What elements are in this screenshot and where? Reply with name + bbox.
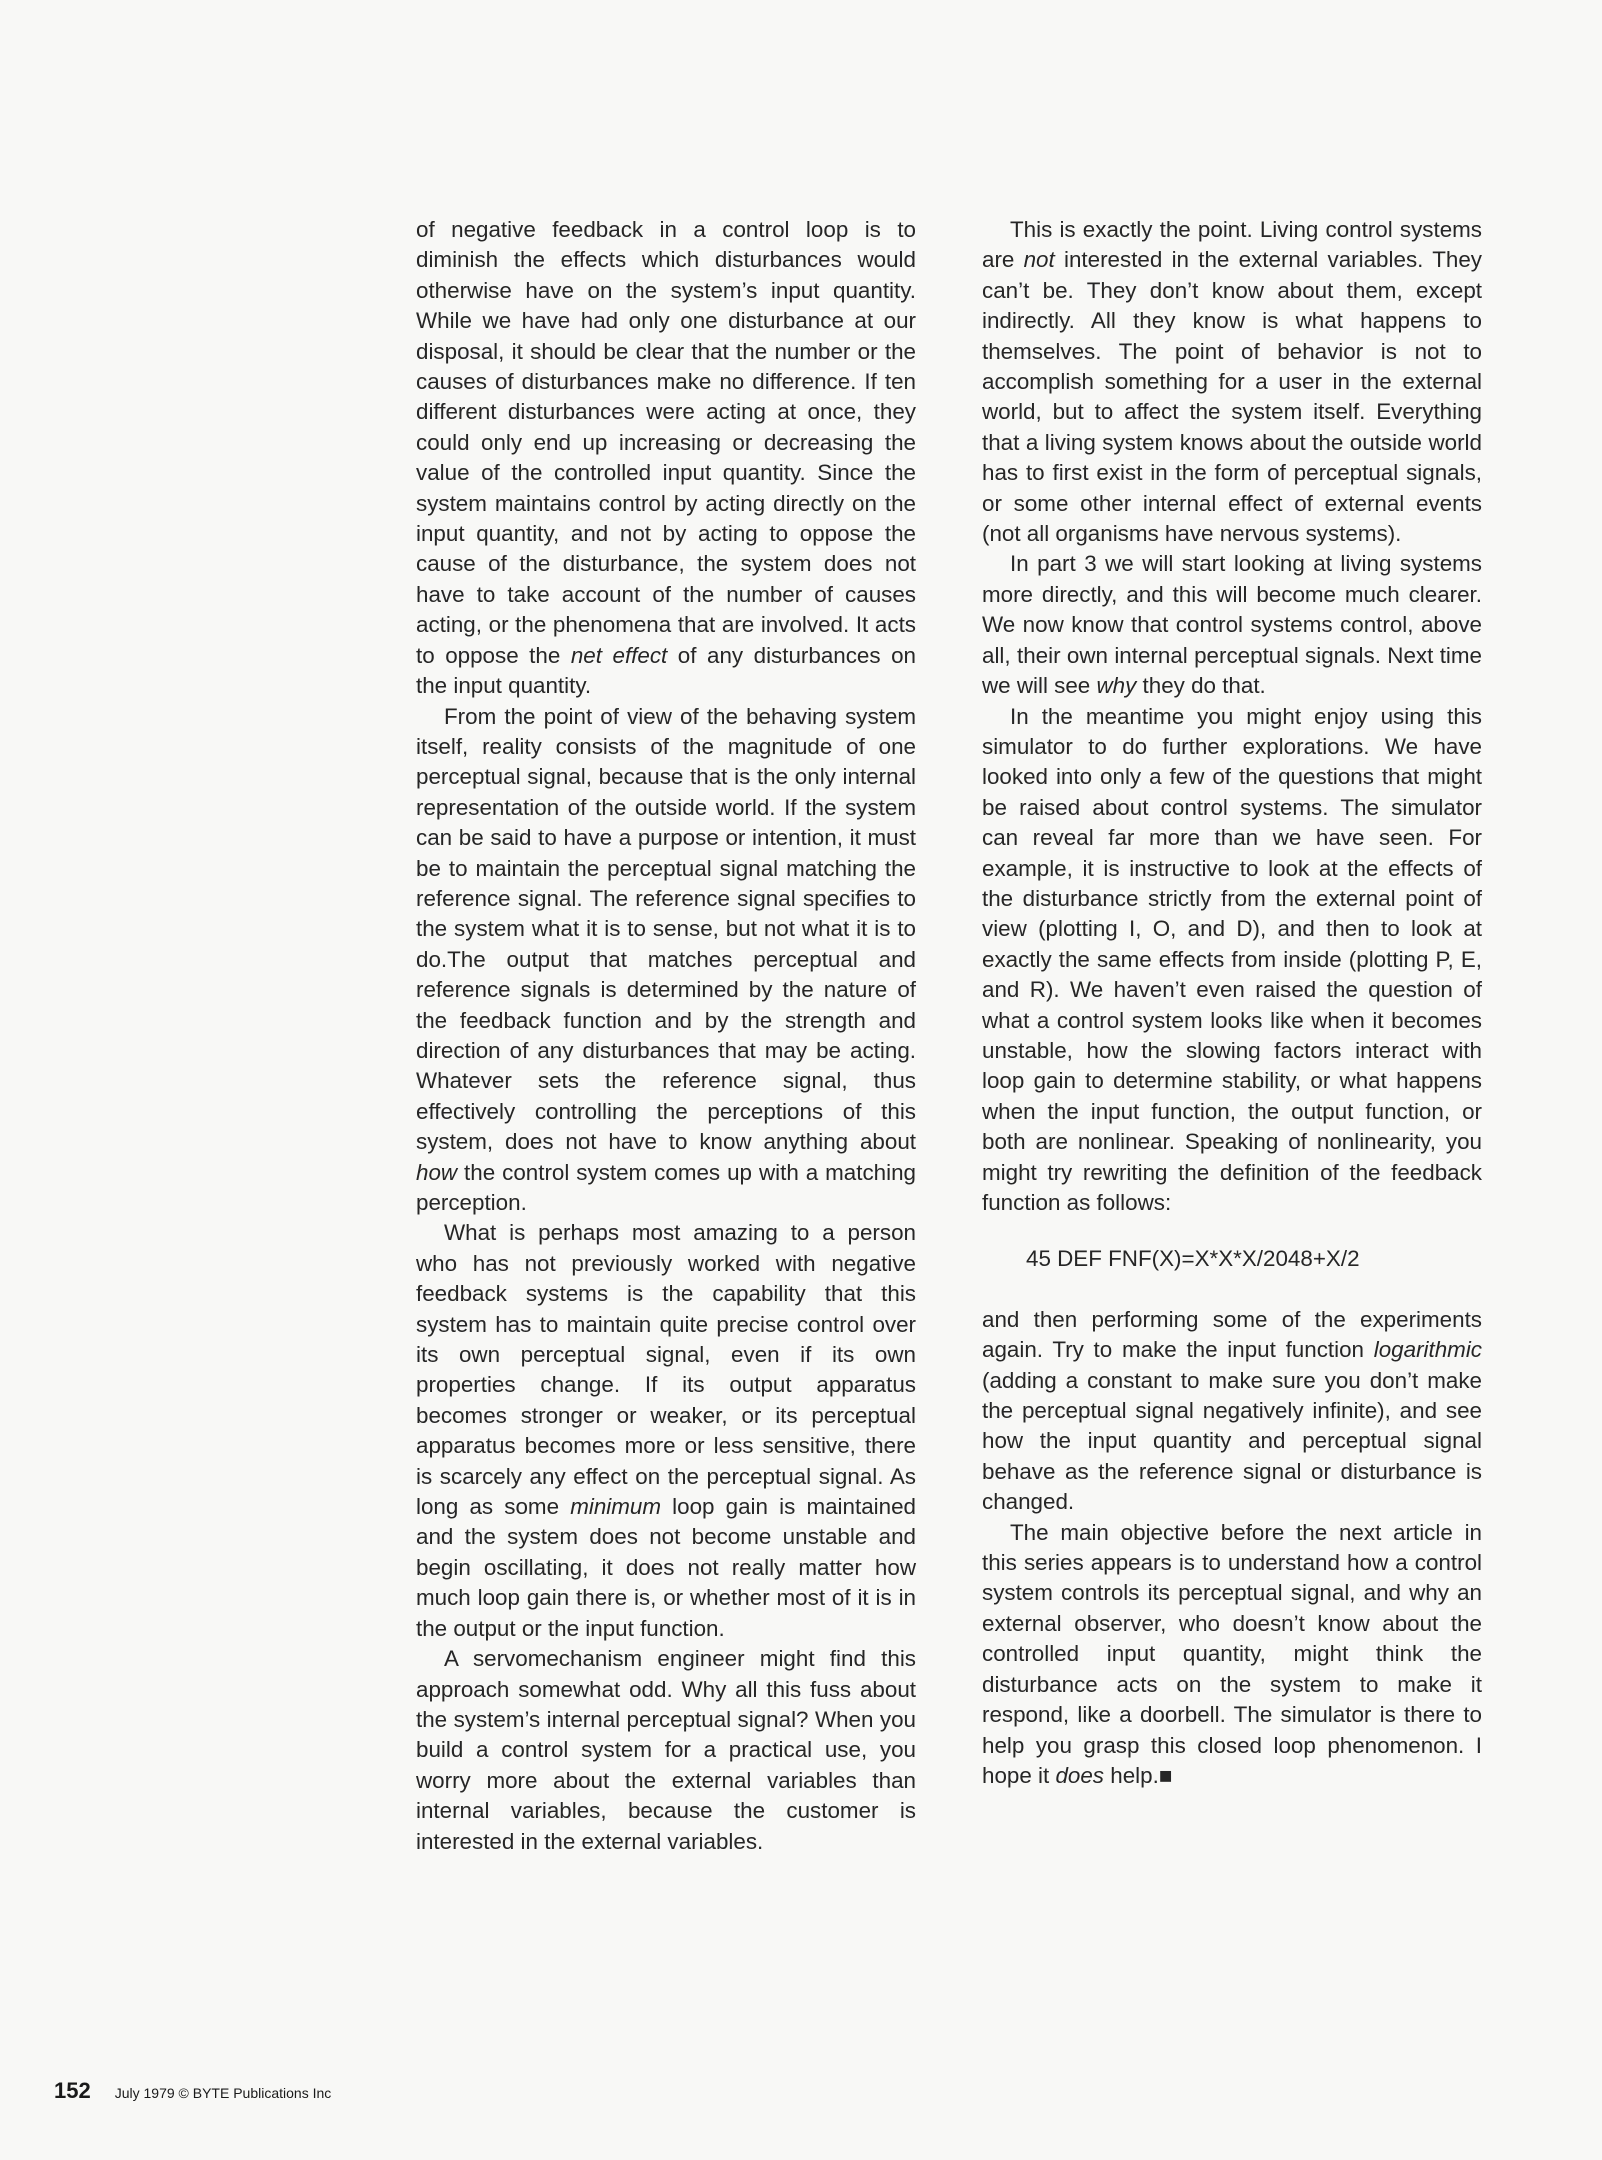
paragraph: In part 3 we will start looking at living systems more directly, and this will become much clearer. We now know that control systems control, above all, their own internal perceptual signals. Next time we will see why they do that. xyxy=(982,551,1482,699)
footer-credit: July 1979 © BYTE Publications Inc xyxy=(114,2085,332,2101)
paragraph: In the meantime you might enjoy using this simulator to do further explorations. We have looked into only a few of the questions that might be raised about control systems. The simulator can reveal far more than we have seen. For example, it is instructive to look at the effects of the disturbance strictly from the external point of view (plotting I, O, and D), and then to look at exactly the same effects from inside (plotting P, E, and R). We haven’t even raised the question of what a control system looks like when it becomes unstable, how the slowing factors interact with loop gain to determine stability, or what happens when the input function, the output function, or both are nonlinear. Speaking of nonlinearity, you might try rewriting the definition of the feedback function as follows: xyxy=(982,703,1482,1215)
paragraph: What is perhaps most amazing to a person who has not previously worked with negative feedback systems is the capability that this system has to maintain quite precise control over its own perceptual signal, even if its own properties change. If its output apparatus becomes stronger or weaker, or its perceptual apparatus becomes more or less sensitive, there is scarcely any effect on the perceptual signal. As long as some minimum loop gain is maintained and the system does not become unstable and begin oscillating, it does not really matter how much loop gain there is, or whether most of it is in the output or the input function. xyxy=(416,1220,916,1641)
right-column xyxy=(982,215,1482,1791)
page-footer xyxy=(54,2078,331,2104)
code-line: 45 DEF FNF(X)=X*X*X/2048+X/2 xyxy=(1026,1246,1360,1272)
end-mark: ■ xyxy=(1158,1762,1173,1788)
paragraph: The main objective before the next article in this series appears is to understand how a control system controls its perceptual signal, and why an external observer, who doesn’t know about the controlled input quantity, might think the disturbance acts on the system to make it respond, like a doorbell. The simulator is there to help you grasp this closed loop phenomenon. I hope it does help.■ xyxy=(982,1519,1482,1788)
paragraph: This is exactly the point. Living control systems are not interested in the external variables. They can’t be. They don’t know about them, except indirectly. All they know is what happens to themselves. The point of behavior is not to accomplish something for a user in the external world, but to affect the system itself. Everything that a living system knows about the outside world has to first exist in the form of perceptual signals, or some other internal effect of external events (not all organisms have nervous systems). xyxy=(982,217,1482,547)
paragraph: From the point of view of the behaving system itself, reality consists of the magnitude of one perceptual signal, because that is the only internal representation of the outside world. If the system can be said to have a purpose or intention, it must be to maintain the perceptual signal matching the reference signal. The reference signal specifies to the system what it is to sense, but not what it is to do.The output that matches perceptual and reference signals is determined by the nature of the feedback function and by the strength and direction of any disturbances that may be acting. Whatever sets the reference signal, thus effectively controlling the perceptions of this system, does not have to know anything about how the control system comes up with a matching perception. xyxy=(416,703,916,1215)
paragraph: A servomechanism engineer might find this approach somewhat odd. Why all this fuss about the system’s internal perceptual signal? When you build a control system for a practical use, you worry more about the external variables than internal variables, because the customer is interested in the external variables. xyxy=(416,1646,916,1854)
page-number: 152 xyxy=(54,2078,91,2103)
paragraph: and then performing some of the experiments again. Try to make the input function logarithmic (adding a constant to make sure you don’t make the perceptual signal negatively infinite), and see how the input quantity and perceptual signal behave as the reference signal or disturbance is changed. xyxy=(982,1306,1482,1515)
paragraph: of negative feedback in a control loop is to diminish the effects which disturbances would otherwise have on the system’s input quantity. While we have had only one disturbance at our disposal, it should be clear that the number or the causes of disturbances make no difference. If ten different disturbances were acting at once, they could only end up increasing or decreasing the value of the controlled input quantity. Since the system maintains control by acting directly on the input quantity, and not by acting to oppose the cause of the disturbance, the system does not have to take account of the number of causes acting, or the phenomena that are involved. It acts to oppose the net effect of any disturbances on the input quantity. xyxy=(416,217,916,699)
left-column xyxy=(416,215,916,1857)
